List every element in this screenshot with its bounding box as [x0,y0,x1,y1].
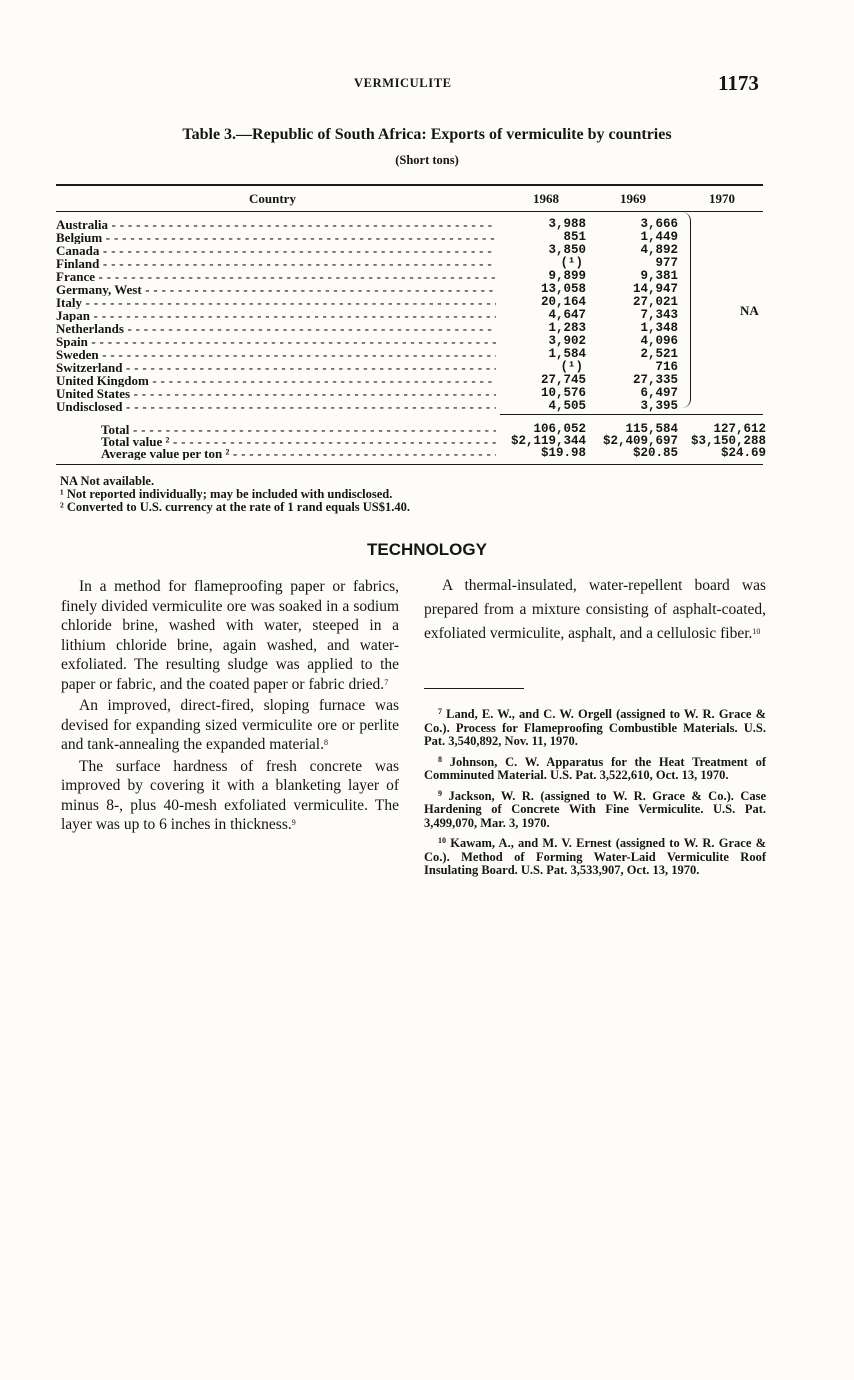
footnote [424,708,766,749]
page-number: 1173 [718,71,759,95]
total-1969: 115,584 [625,422,678,436]
country-name: Canada - - - [56,244,496,257]
col-header-1968: 1968 [533,191,559,206]
value-1969: 9,381 [640,269,678,283]
footnote-number: 10 [438,836,446,845]
value-1968: (¹) [560,256,583,270]
footnote-text: Land, E. W., and C. W. Orgell (assigned to W. R. Grace & Co.). Process for Flameproofing Combustible Materials. U.S. Pat. 3,540,892, Nov. 11, 1970. [424,707,766,748]
col-header-country: Country [249,191,296,206]
country-name: Switzerland - - - [56,361,496,374]
country-name: France - - - [56,270,496,283]
value-1968: 10,576 [540,386,586,400]
total-label: Total - - - [101,423,496,436]
value-1968: 13,058 [540,282,586,296]
value-1968: 4,647 [548,308,586,322]
footnote-ref: 10 [752,627,761,636]
na-1970: NA [740,303,759,318]
value-1968: 4,505 [548,399,586,413]
average-value-1968: $19.98 [540,446,586,460]
total-1968: 106,052 [533,422,586,436]
value-1969: 7,343 [640,308,678,322]
country-name: Netherlands - - - [56,322,496,335]
value-1968: 20,164 [540,295,586,309]
footnote-number: 7 [438,707,442,716]
footnote-ref: 7 [384,677,389,687]
value-1968: 3,902 [548,334,586,348]
value-1969: 6,497 [640,386,678,400]
value-1969: 3,666 [640,217,678,231]
average-value-1970: $24.69 [720,446,766,460]
value-1969: 14,947 [632,282,678,296]
value-1968: (¹) [560,360,583,374]
country-name: Belgium - - - [56,231,496,244]
footnote-text: Kawam, A., and M. V. Ernest (assigned to W. R. Grace & Co.). Method of Forming Water-Laid Vermiculite Roof Insulating Board. U.S. Pat. 3,533,907, Oct. 13, 1970. [424,836,767,877]
footnote-ref: 8 [323,738,328,747]
country-name: United Kingdom - - - [56,374,496,387]
running-header [0,71,854,96]
totals-rule [500,414,763,415]
country-name: Finland - - - [56,257,496,270]
left-column [61,577,399,837]
paragraph-text: An improved, direct-fired, sloping furnace was devised for expanding sized vermiculite ore or perlite and tank-annealing the expanded material. [61,697,399,753]
value-1968: 9,899 [548,269,586,283]
country-name: Italy - - - [56,296,496,309]
paragraph-text: A thermal-insulated, water-repellent board was prepared from a mixture consisting of asphalt-coated, exfoliated vermiculite, asphalt, and a cellulosic fiber. [424,577,766,642]
country-name: Undisclosed - - - [56,400,496,413]
value-1969: 2,521 [640,347,678,361]
table-bottom-rule [56,464,763,465]
value-1969: 4,892 [640,243,678,257]
country-name: Germany, West - - - [56,283,496,296]
value-1968: 851 [563,230,586,244]
value-1968: 3,850 [548,243,586,257]
value-1968: 27,745 [540,373,586,387]
table-title: Table 3.—Republic of South Africa: Exports of vermiculite by countries [182,126,672,143]
table-top-rule [56,184,763,186]
total-value-1969: $2,409,697 [602,434,678,448]
country-name: Sweden - - - [56,348,496,361]
table-row [56,400,766,413]
running-title: VERMICULITE [354,76,452,90]
total-value-label: Total value ² - - - [101,435,496,448]
value-1968: 1,584 [548,347,586,361]
table-note: NA Not available. [60,474,155,488]
footnote [424,837,766,878]
value-1969: 4,096 [640,334,678,348]
footnote [424,790,766,831]
footnote-separator [424,688,524,689]
col-header-1970: 1970 [709,191,735,206]
paragraph-text: The surface hardness of fresh concrete was improved by covering it with a blanketing layer of minus 8-, plus 40-mesh exfoliated vermiculite. The layer was up to 6 inches in thickness. [61,757,399,833]
footnote [424,756,766,783]
value-1969: 3,395 [640,399,678,413]
table-subtitle: (Short tons) [395,153,459,167]
country-name: Spain - - - [56,335,496,348]
table-header-rule [56,211,763,212]
paragraph [424,574,766,646]
value-1969: 716 [655,360,678,374]
footnote-number: 8 [438,754,442,764]
col-header-1969: 1969 [620,191,646,206]
total-1970: 127,612 [713,422,766,436]
total-value-1968: $2,119,344 [510,434,586,448]
section-heading: TECHNOLOGY [367,540,487,559]
total-value-1970: $3,150,288 [690,434,766,448]
average-value-label: Average value per ton ² - - - [101,447,496,460]
paragraph-text: In a method for flameproofing paper or fabrics, finely divided vermiculite ore was soaked in a sodium chloride brine, washed with water, steeped in a lithium chloride brine, again washed, and water-exfoliated. The resulting sludge was applied to the paper or fabric, and the coated paper or fabric dried. [61,578,399,693]
value-1969: 27,335 [632,373,678,387]
table-note: ¹ Not reported individually; may be included with undisclosed. [60,487,393,501]
value-1968: 1,283 [548,321,586,335]
footnote-text: Johnson, C. W. Apparatus for the Heat Treatment of Comminuted Material. U.S. Pat. 3,522,610, Oct. 13, 1970. [424,754,766,782]
right-column [424,574,766,646]
country-name: United States - - - [56,387,496,400]
value-1969: 27,021 [632,295,678,309]
table-note: ² Converted to U.S. currency at the rate of 1 rand equals US$1.40. [60,500,411,514]
country-name: Australia - - - [56,218,496,231]
value-1969: 1,348 [640,321,678,335]
right-brace [682,212,691,408]
average-value-row [56,447,766,460]
value-1969: 977 [655,256,678,270]
paragraph [61,577,399,694]
table-notes [60,475,410,514]
footnote-number: 9 [438,788,442,798]
value-1969: 1,449 [640,230,678,244]
value-1968: 3,988 [548,217,586,231]
country-name: Japan - - - [56,309,496,322]
paragraph [61,757,399,835]
footnote-text: Jackson, W. R. (assigned to W. R. Grace & Co.). Case Hardening of Concrete With Fine Vermiculite. U.S. Pat. 3,499,070, Mar. 3, 1970. [424,788,767,830]
footnote-ref: 9 [291,818,296,827]
average-value-1969: $20.85 [632,446,678,460]
footnotes [424,708,766,885]
paragraph [61,696,399,755]
